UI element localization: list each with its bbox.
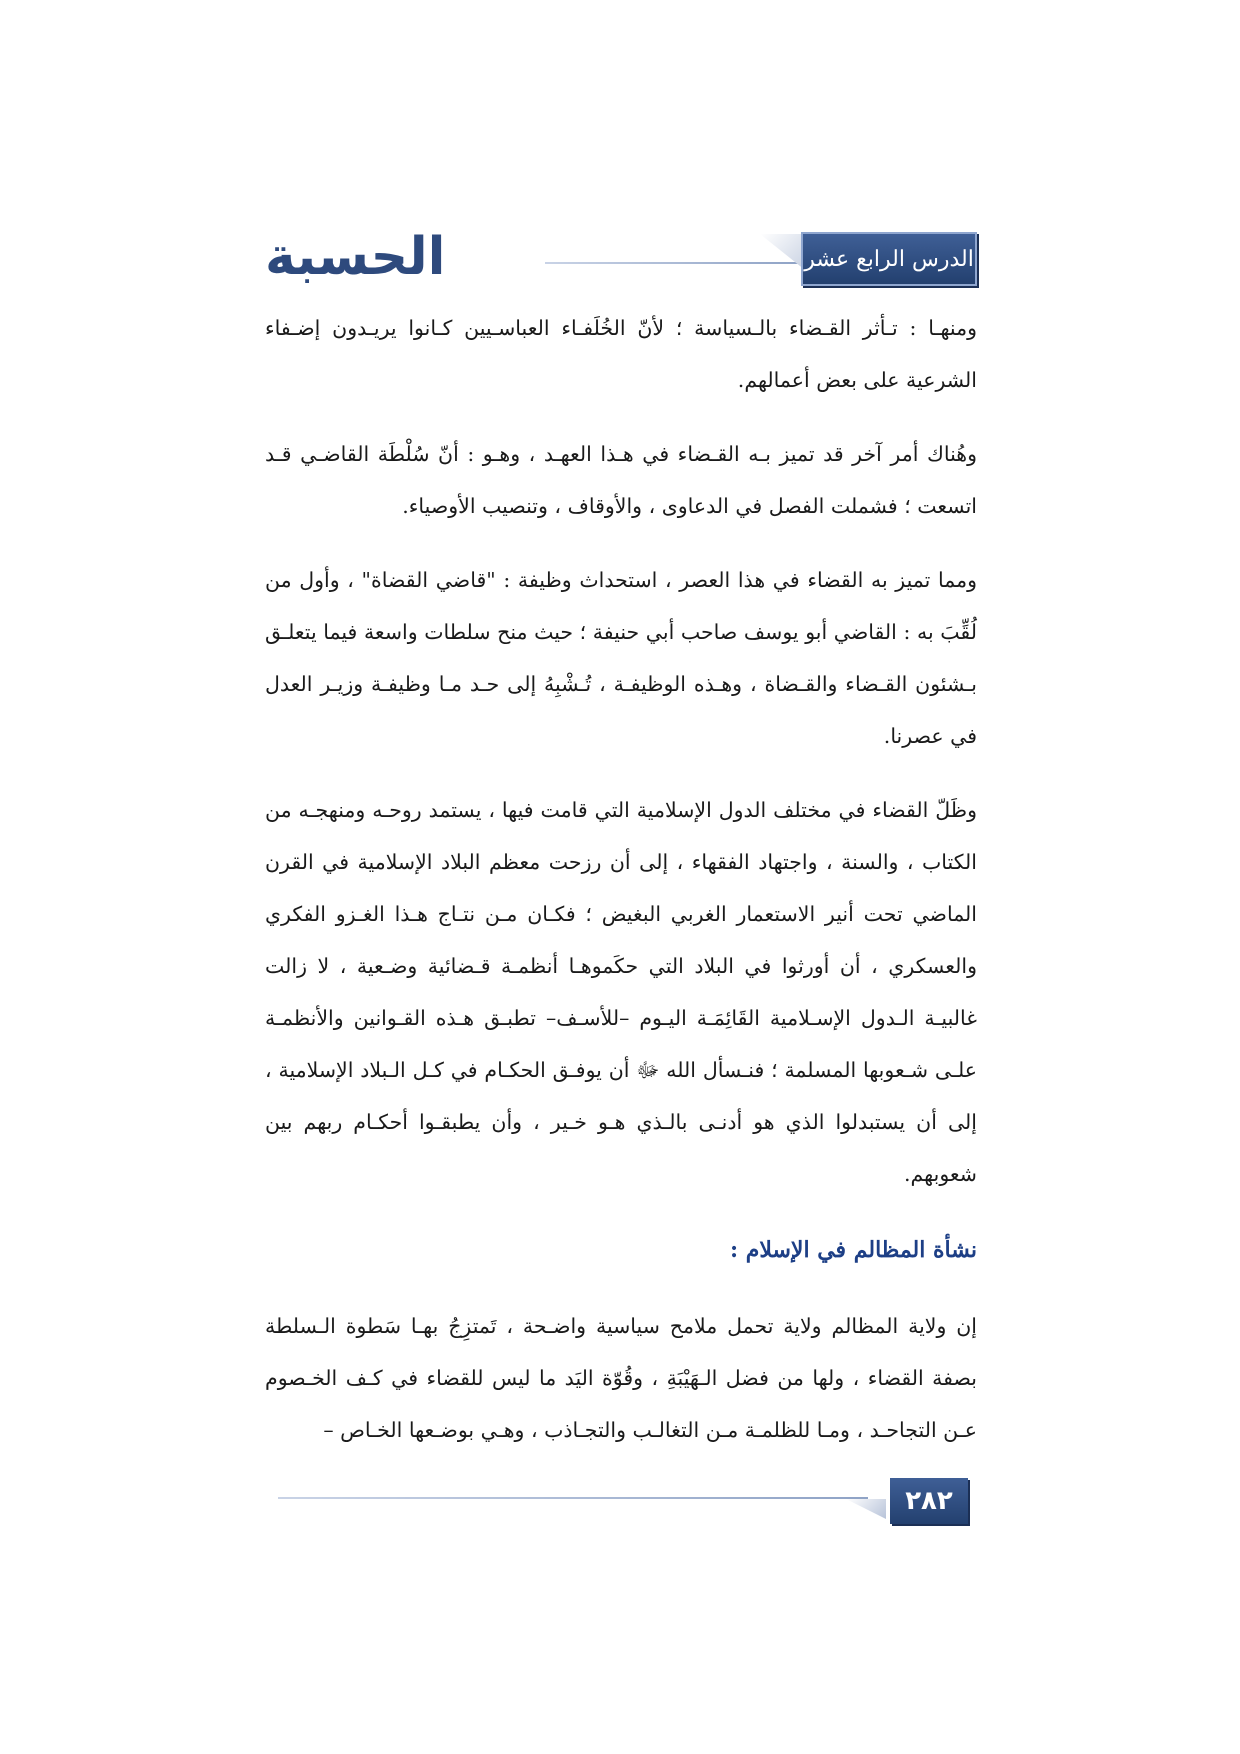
paragraph-1: ومنهـا : تـأثر القـضاء بالـسياسة ؛ لأنّ الخُلَفـاء العباسـيين كـانوا يريـدون إضـفاء الشرعية على بعض أعمالهم.	[265, 316, 977, 392]
lesson-badge: الدرس الرابع عشر	[801, 232, 977, 286]
page-header	[265, 227, 977, 288]
page-number: ٢٨٢	[890, 1478, 968, 1524]
book-title: الحسبة	[265, 227, 446, 287]
paragraph-4: وظَلّ القضاء في مختلف الدول الإسلامية التي قامت فيها ، يستمد روحـه ومنهجـه من الكتاب ، والسنة ، واجتهاد الفقهاء ، إلى أن رزحت معظم البلاد الإسلامية في القرن الماضي تحت أنير الاستعمار الغربي البغيض ؛ فكـان مـن نتـاج هـذا الغـزو الفكري والعسكري ، أن أورثوا في البلاد التي حكَموهـا أنظمـة قـضائية وضـعية ، لا زالت غالبيـة الـدول الإسـلامية القَائِمَـة اليـوم –للأسـف– تطبـق هـذه القـوانين والأنظمـة علـى شـعوبها المسلمة ؛ فنـسأل الله ﷻ أن يوفـق الحكـام في كـل الـبلاد الإسلامية ، إلى أن يستبدلوا الذي هو أدنـى بالـذي هـو خـير ، وأن يطبقـوا أحكـام ربهم بين شعوبهم.	[265, 798, 977, 1186]
page-body	[265, 302, 977, 1470]
page-footer	[278, 1478, 978, 1528]
footer-ribbon-decoration	[846, 1499, 886, 1519]
paragraph-2: وهُناك أمر آخر قد تميز بـه القـضاء في هـذا العهـد ، وهـو : أنّ سُلْطَة القاضـي قـد اتسعت ؛ فشملت الفصل في الدعاوى ، والأوقاف ، وتنصيب الأوصياء.	[265, 442, 977, 518]
header-divider	[545, 262, 800, 264]
section-heading: نشأة المظالم في الإسلام :	[729, 1237, 977, 1263]
footer-divider	[278, 1497, 868, 1499]
paragraph-3: ومما تميز به القضاء في هذا العصر ، استحداث وظيفة : "قاضي القضاة" ، وأول من لُقِّبَ به : القاضي أبو يوسف صاحب أبي حنيفة ؛ حيث منح سلطات واسعة فيما يتعلـق بـشئون القـضاء والقـضاة ، وهـذه الوظيفـة ، تُـشْبِهُ إلى حـد مـا وظيفـة وزيـر العدل في عصرنا.	[265, 568, 977, 748]
paragraph-5: إن ولاية المظالم ولاية تحمل ملامح سياسية واضـحة ، تَمتزِجُ بهـا سَطوة الـسلطة بصفة القضاء ، ولها من فضل الـهَيْبَةِ ، وقُوّة اليَد ما ليس للقضاء في كـف الخـصوم عـن التجاحـد ، ومـا للظلمـة مـن التغالـب والتجـاذب ، وهـي بوضـعها الخـاص –	[265, 1314, 977, 1442]
